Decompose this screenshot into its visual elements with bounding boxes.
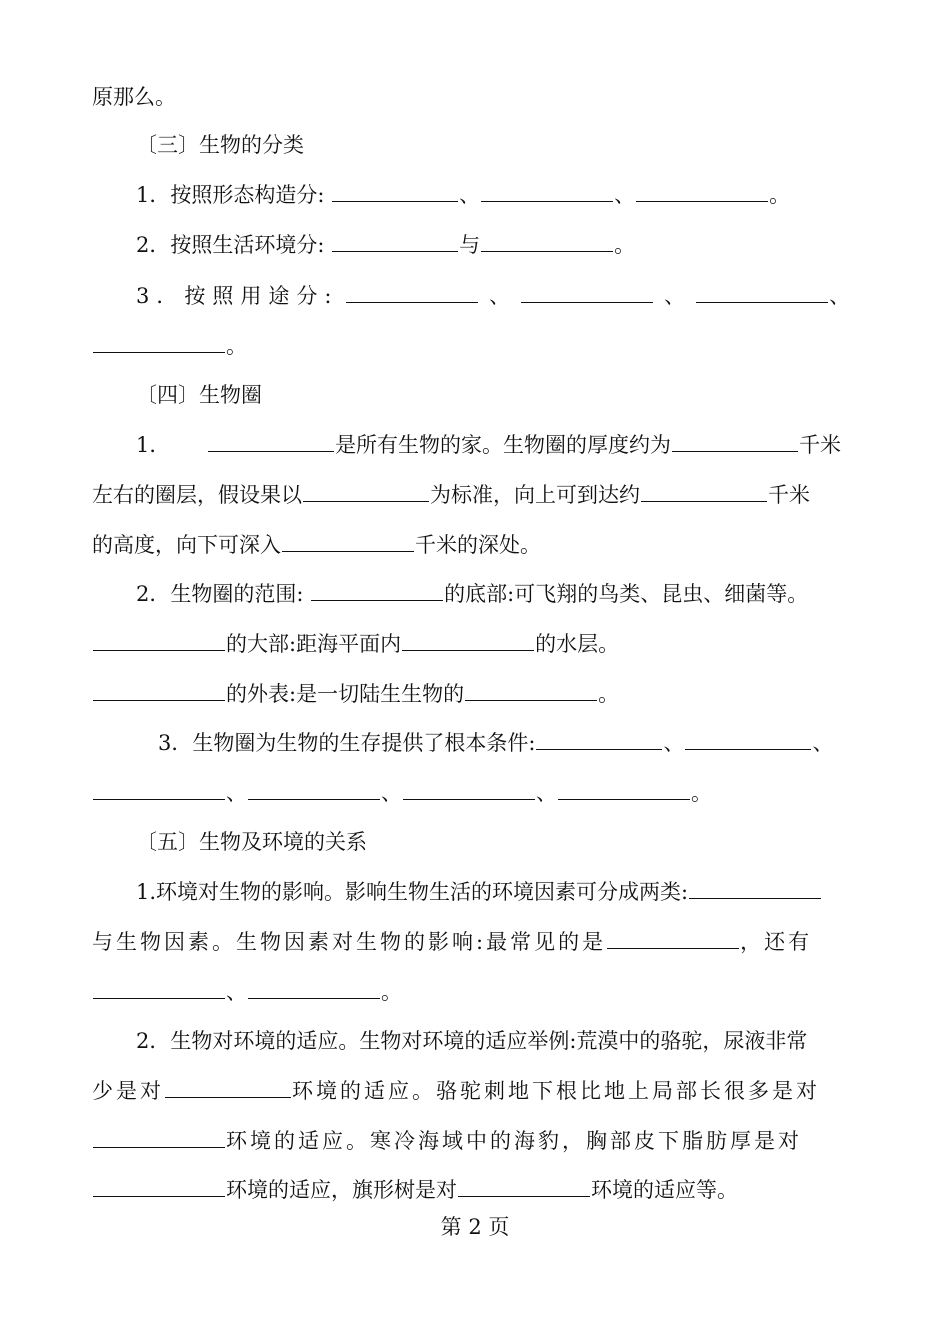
fill-blank[interactable] xyxy=(402,631,534,651)
section5-item2-line1: 2．生物对环境的适应。生物对环境的适应举例:荒漠中的骆驼，尿液非常 xyxy=(136,1029,808,1053)
fill-blank[interactable] xyxy=(536,730,662,750)
text-segment: 的水层。 xyxy=(535,632,620,656)
period: 。 xyxy=(614,233,636,257)
fill-blank[interactable] xyxy=(607,929,739,949)
section3-item2-label: 2．按照生活环境分: xyxy=(136,233,325,257)
fill-blank[interactable] xyxy=(481,182,613,202)
fill-blank[interactable] xyxy=(165,1078,291,1098)
comma: 、 xyxy=(829,284,851,308)
fill-blank[interactable] xyxy=(93,333,225,353)
text-segment: 环境的适应。寒冷海域中的海豹，胸部皮下脂肪厚是对 xyxy=(226,1129,802,1153)
text-segment: 为标准，向上可到达约 xyxy=(430,483,640,507)
top-fragment: 原那么。 xyxy=(92,85,176,109)
fill-blank[interactable] xyxy=(521,283,653,303)
section5-item2-line3 xyxy=(92,1126,802,1156)
section5-item1-line2 xyxy=(92,927,812,957)
text-segment: 的大部:距海平面内 xyxy=(226,632,402,656)
text-segment: 的高度，向下可深入 xyxy=(92,533,281,557)
section3-item3 xyxy=(136,281,850,311)
section4-item3-line2 xyxy=(92,778,712,808)
fill-blank[interactable] xyxy=(332,232,458,252)
comma: 、 xyxy=(664,284,686,308)
text-segment: 左右的圈层，假设果以 xyxy=(92,483,302,507)
fill-blank[interactable] xyxy=(93,681,225,701)
fill-blank[interactable] xyxy=(689,879,821,899)
comma: 、 xyxy=(663,731,685,755)
comma: 、 xyxy=(536,781,557,805)
comma: 、 xyxy=(226,781,247,805)
fill-blank[interactable] xyxy=(93,631,225,651)
fill-blank[interactable] xyxy=(93,979,225,999)
section4-item1-line1 xyxy=(136,430,841,460)
period: 。 xyxy=(381,980,402,1004)
section4-item2-line2 xyxy=(92,629,619,659)
text-segment: 是所有生物的家。生物圈的厚度约为 xyxy=(335,433,672,457)
section4-item2-line1 xyxy=(136,579,808,609)
fill-blank[interactable] xyxy=(558,780,690,800)
period: 。 xyxy=(769,183,791,207)
text-segment: 的底部:可飞翔的鸟类、昆虫、细菌等。 xyxy=(444,582,809,606)
text-segment: 千米的深处。 xyxy=(415,533,541,557)
comma: 、 xyxy=(381,781,402,805)
fill-blank[interactable] xyxy=(636,182,768,202)
fill-blank[interactable] xyxy=(311,581,443,601)
section3-item1-label: 1．按照形态构造分: xyxy=(136,183,325,207)
section5-item1-line1 xyxy=(136,877,822,907)
text-segment: 环境的适应等。 xyxy=(591,1178,738,1202)
text-segment: 的外表:是一切陆生生物的 xyxy=(226,682,465,706)
comma: 、 xyxy=(489,284,511,308)
section5-item2-line4 xyxy=(92,1175,738,1205)
comma: 、 xyxy=(812,731,834,755)
text-segment: 与生物因素。生物因素对生物的影响:最常见的是 xyxy=(92,930,607,954)
section5-item1-line3 xyxy=(92,977,402,1007)
section5-heading: 〔五〕生物及环境的关系 xyxy=(136,830,367,854)
period: 。 xyxy=(691,781,712,805)
fill-blank[interactable] xyxy=(93,1177,225,1197)
text-segment: 千米 xyxy=(799,433,842,457)
fill-blank[interactable] xyxy=(672,432,798,452)
comma: 、 xyxy=(614,183,636,207)
fill-blank[interactable] xyxy=(403,780,535,800)
text-segment: 2．生物圈的范围: xyxy=(136,582,304,606)
period: 。 xyxy=(226,334,247,358)
comma: 、 xyxy=(459,183,481,207)
text-segment: 千米 xyxy=(768,483,810,507)
section4-item1-line2 xyxy=(92,480,810,510)
text-segment: 3．生物圈为生物的生存提供了根本条件: xyxy=(158,731,536,755)
fill-blank[interactable] xyxy=(282,532,414,552)
fill-blank[interactable] xyxy=(93,1128,225,1148)
fill-blank[interactable] xyxy=(93,780,225,800)
section3-item3-cont xyxy=(92,331,247,361)
comma: 、 xyxy=(226,980,247,1004)
section5-item2-line2 xyxy=(92,1076,820,1106)
period: 。 xyxy=(598,682,620,706)
text-segment: ，还有 xyxy=(740,930,813,954)
text-segment: 环境的适应。骆驼刺地下根比地上局部长很多是对 xyxy=(292,1079,820,1103)
fill-blank[interactable] xyxy=(458,1177,590,1197)
fill-blank[interactable] xyxy=(465,681,597,701)
text-segment: 1.环境对生物的影响。影响生物生活的环境因素可分成两类: xyxy=(136,880,689,904)
fill-blank[interactable] xyxy=(641,482,767,502)
fill-blank[interactable] xyxy=(303,482,429,502)
section3-item2 xyxy=(136,230,635,260)
conjunction: 与 xyxy=(459,233,481,257)
fill-blank[interactable] xyxy=(696,283,828,303)
section3-item1 xyxy=(136,180,790,210)
text-segment: 少是对 xyxy=(92,1079,164,1103)
section3-heading: 〔三〕生物的分类 xyxy=(136,133,304,157)
section4-item1-line3 xyxy=(92,530,541,560)
section4-item2-line3 xyxy=(92,679,619,709)
text-segment: 环境的适应，旗形树是对 xyxy=(226,1178,457,1202)
item-number: 1． xyxy=(136,433,171,457)
fill-blank[interactable] xyxy=(685,730,811,750)
fill-blank[interactable] xyxy=(346,283,478,303)
section4-heading: 〔四〕生物圈 xyxy=(136,383,262,407)
page-number: 第 2 页 xyxy=(440,1215,510,1239)
fill-blank[interactable] xyxy=(481,232,613,252)
section3-item3-label: 3．按照用途分: xyxy=(136,284,339,308)
fill-blank[interactable] xyxy=(332,182,458,202)
fill-blank[interactable] xyxy=(248,780,380,800)
section4-item3-line1 xyxy=(158,728,833,758)
fill-blank[interactable] xyxy=(208,432,334,452)
fill-blank[interactable] xyxy=(248,979,380,999)
